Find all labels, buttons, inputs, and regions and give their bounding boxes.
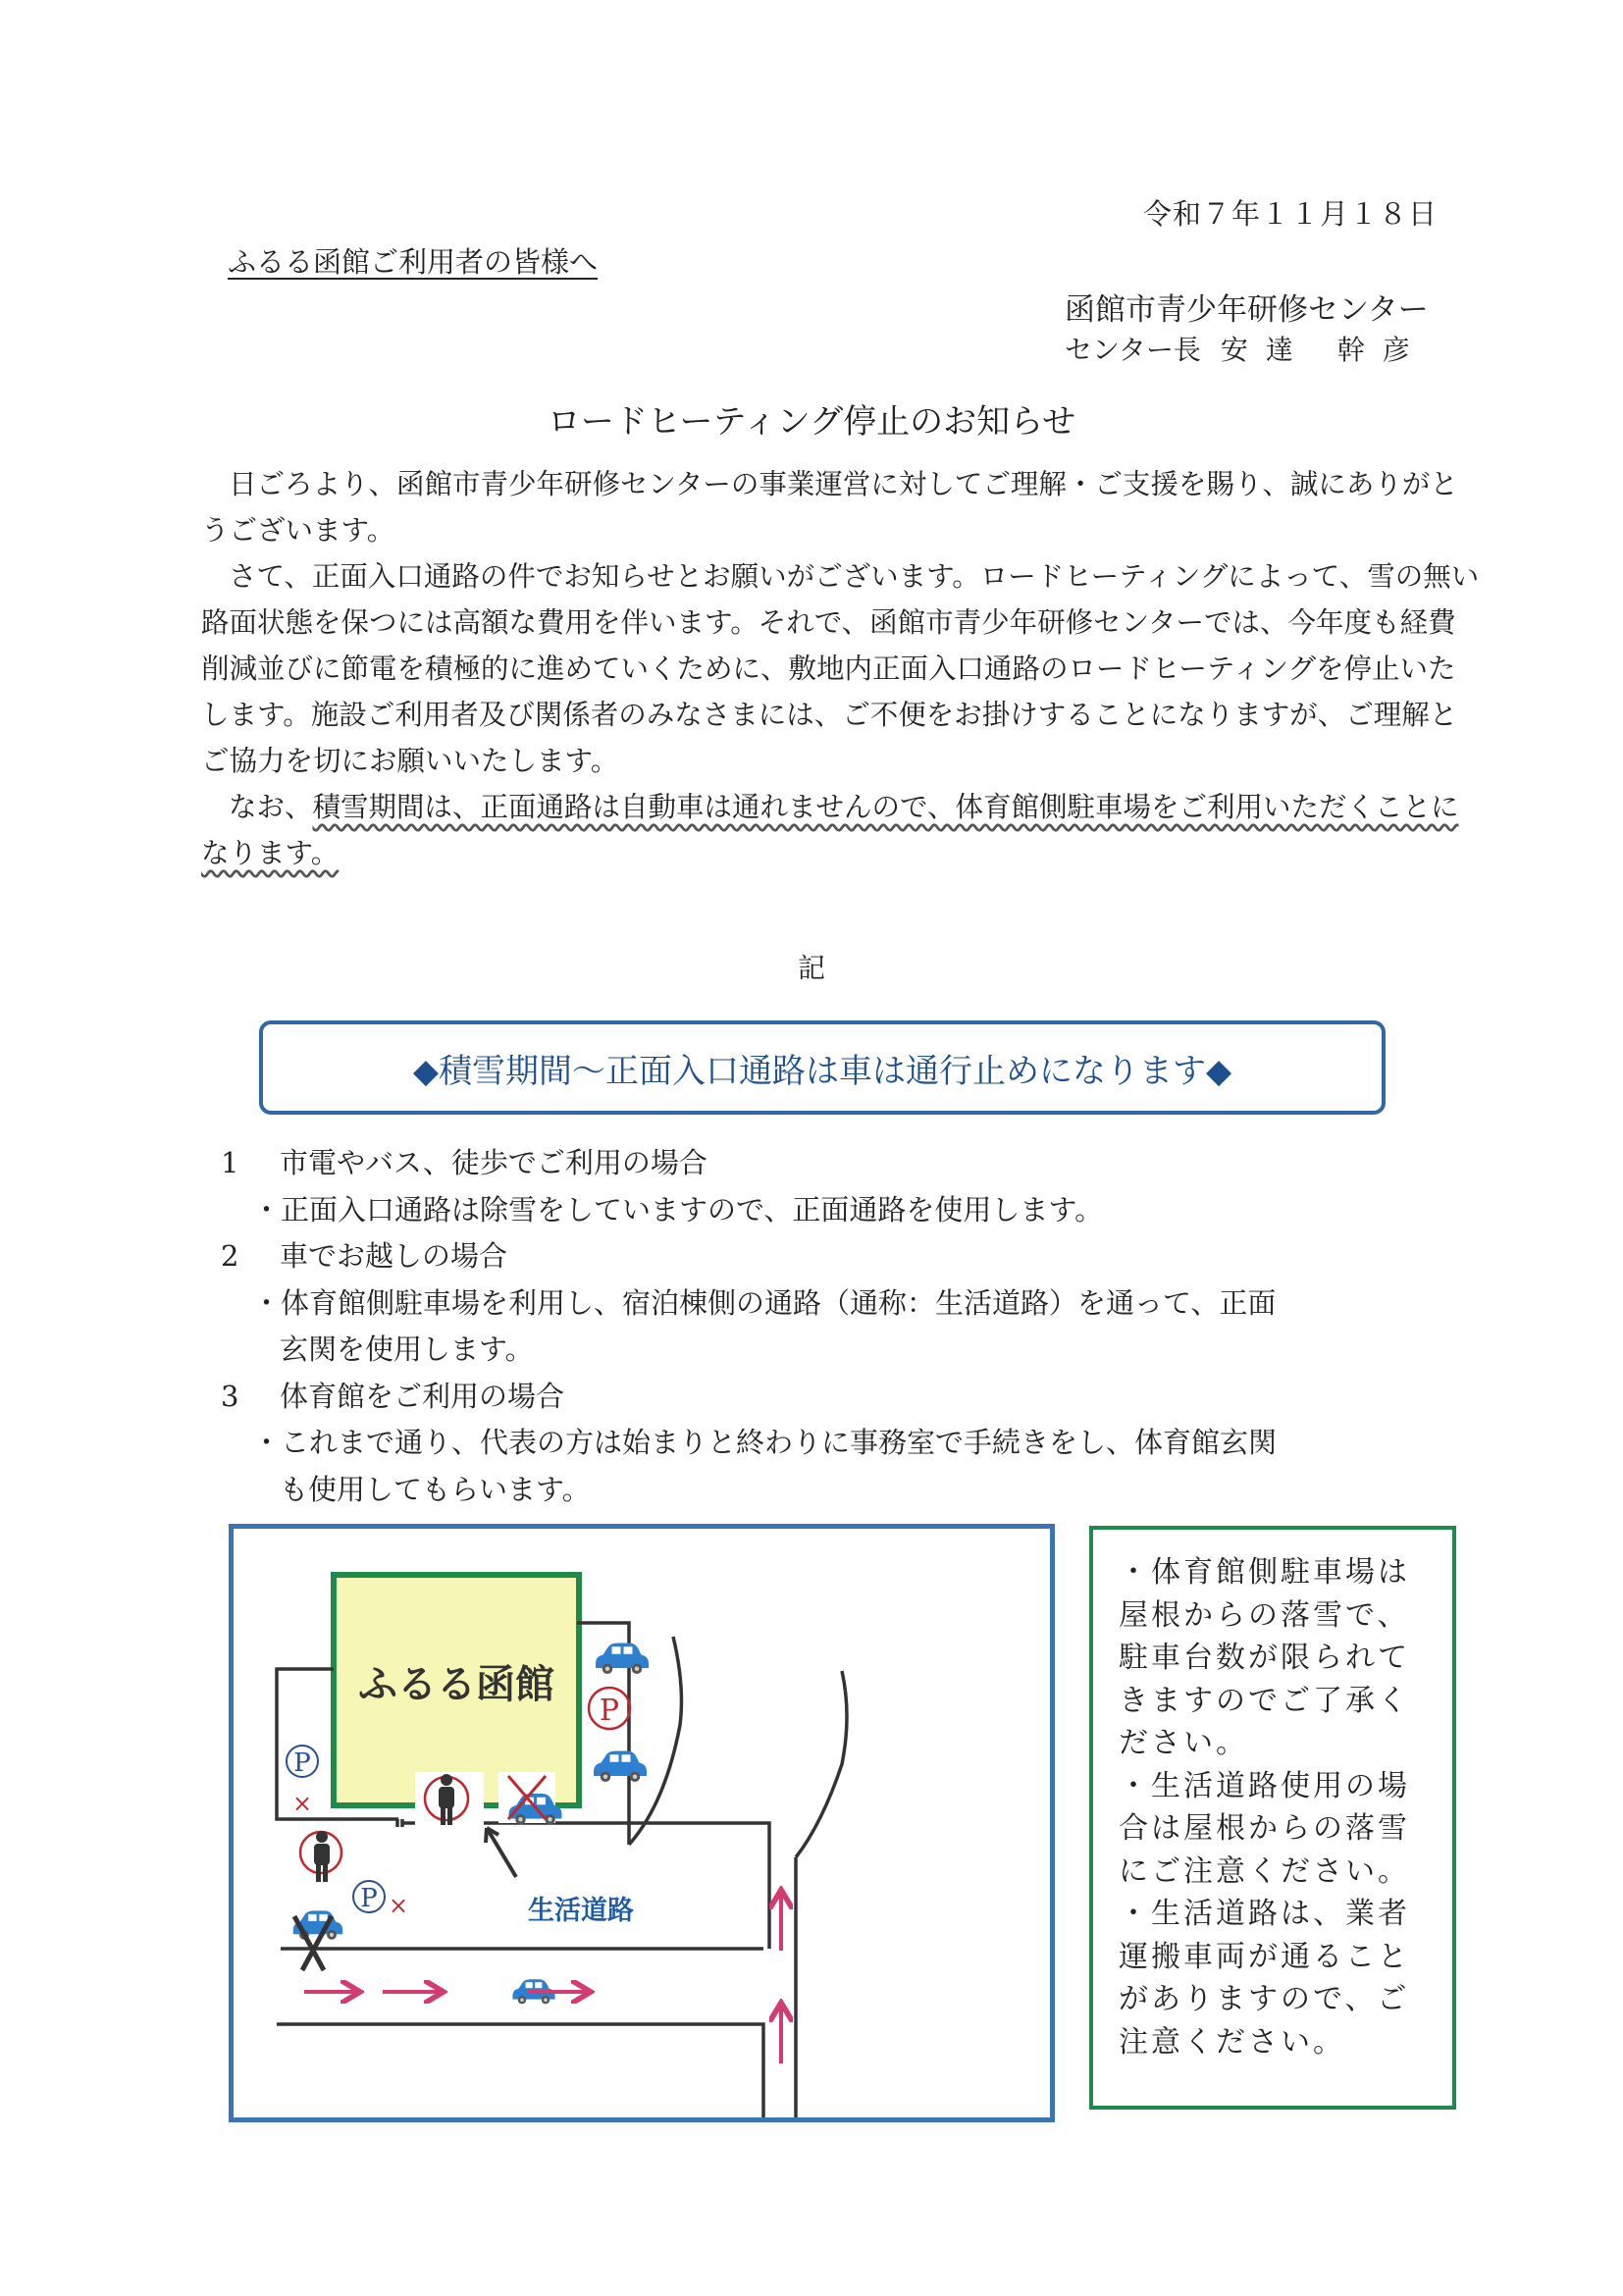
list-item-3 (221, 1374, 1277, 1421)
sender-role: センター長 (1065, 334, 1201, 366)
item-detail-continued: 玄関を使用します。 (280, 1332, 534, 1366)
item-number: 1 (221, 1146, 239, 1179)
sender (1065, 329, 1428, 368)
addressee: ふるる函館ご利用者の皆様へ (228, 245, 599, 279)
paragraph-lead: なお、 (229, 791, 313, 823)
building-label: ふるる函館 (358, 1662, 554, 1707)
site-map (229, 1524, 1055, 2122)
document-date: 令和７年１１月１８日 (1143, 197, 1439, 231)
note-road-snow: ・生活道路使用の場合は屋根からの落雪にご注意ください。 (1119, 1768, 1410, 1889)
paragraph-parking (201, 784, 1482, 876)
parking-icon-right: P (599, 1694, 620, 1728)
car-icon-parked-1 (596, 1644, 649, 1675)
ki-heading: 記 (797, 952, 825, 984)
underlined-notice: 積雪期間は、正面通路は自動車は通れませんので、体育館側駐車場をご利用いただくことになります。 (201, 791, 1459, 869)
note-road-vehicles: ・生活道路は、業者運搬車両が通ることがありますので、ご注意ください。 (1119, 1897, 1410, 2060)
map-diagram (234, 1529, 1050, 2117)
car-icon-parked-2 (594, 1751, 647, 1783)
item-heading: 車でお越しの場合 (280, 1239, 508, 1273)
document-title: ロードヒーティング停止のお知らせ (547, 402, 1076, 442)
notes-box (1089, 1526, 1456, 2110)
parking-icon-middle: P (360, 1884, 378, 1913)
item-detail: ・これまで通り、代表の方は始まりと終わりに事務室で手続きをし、体育館玄関 (252, 1426, 1278, 1459)
body-text (201, 461, 1482, 876)
usage-list (221, 1140, 1277, 1513)
organization-name: 函館市青少年研修センター (1065, 292, 1429, 328)
parking-icon-left: P (293, 1748, 311, 1778)
road-label: 生活道路 (528, 1896, 634, 1926)
item-detail: ・正面入口通路は除雪をしていますので、正面通路を使用します。 (252, 1192, 1104, 1226)
closure-banner: ◆積雪期間～正面入口通路は車は通行止めになります◆ (259, 1020, 1386, 1115)
item-heading: 市電やバス、徒歩でご利用の場合 (280, 1146, 707, 1179)
list-item-2 (221, 1233, 1277, 1280)
item-detail: ・体育館側駐車場を利用し、宿泊棟側の通路（通称：生活道路）を通って、正面 (252, 1285, 1277, 1320)
paragraph-greeting: 日ごろより、函館市青少年研修センターの事業運営に対してご理解・ご支援を賜り、誠にありがとうございます。 (201, 468, 1458, 547)
list-item-1 (221, 1140, 1277, 1187)
sender-name: 安達 幹彦 (1220, 334, 1428, 366)
item-detail-continued: も使用してもらいます。 (280, 1472, 591, 1506)
prohibited-icon-middle: × (388, 1892, 409, 1919)
paragraph-notice: さて、正面入口通路の件でお知らせとお願いがございます。ロードヒーティングによって、雪の無い路面状態を保つには高額な費用を伴います。それで、函館市青少年研修センターでは、今年度も経費削減並びに節電を積極的に進めていくために、敷地内正面入口通路のロードヒーティングを停止いたします。施設ご利用者及び関係者のみなさまには、ご不便をお掛けすることになりますが、ご理解とご協力を切にお願いいたします。 (201, 560, 1480, 777)
item-number: 3 (221, 1379, 239, 1413)
item-heading: 体育館をご利用の場合 (280, 1379, 565, 1413)
note-parking-snow: ・体育館側駐車場は屋根からの落雪で、駐車台数が限られてきますのでご了承ください。 (1119, 1555, 1410, 1760)
prohibited-icon-left: × (291, 1790, 313, 1817)
item-number: 2 (221, 1239, 239, 1273)
